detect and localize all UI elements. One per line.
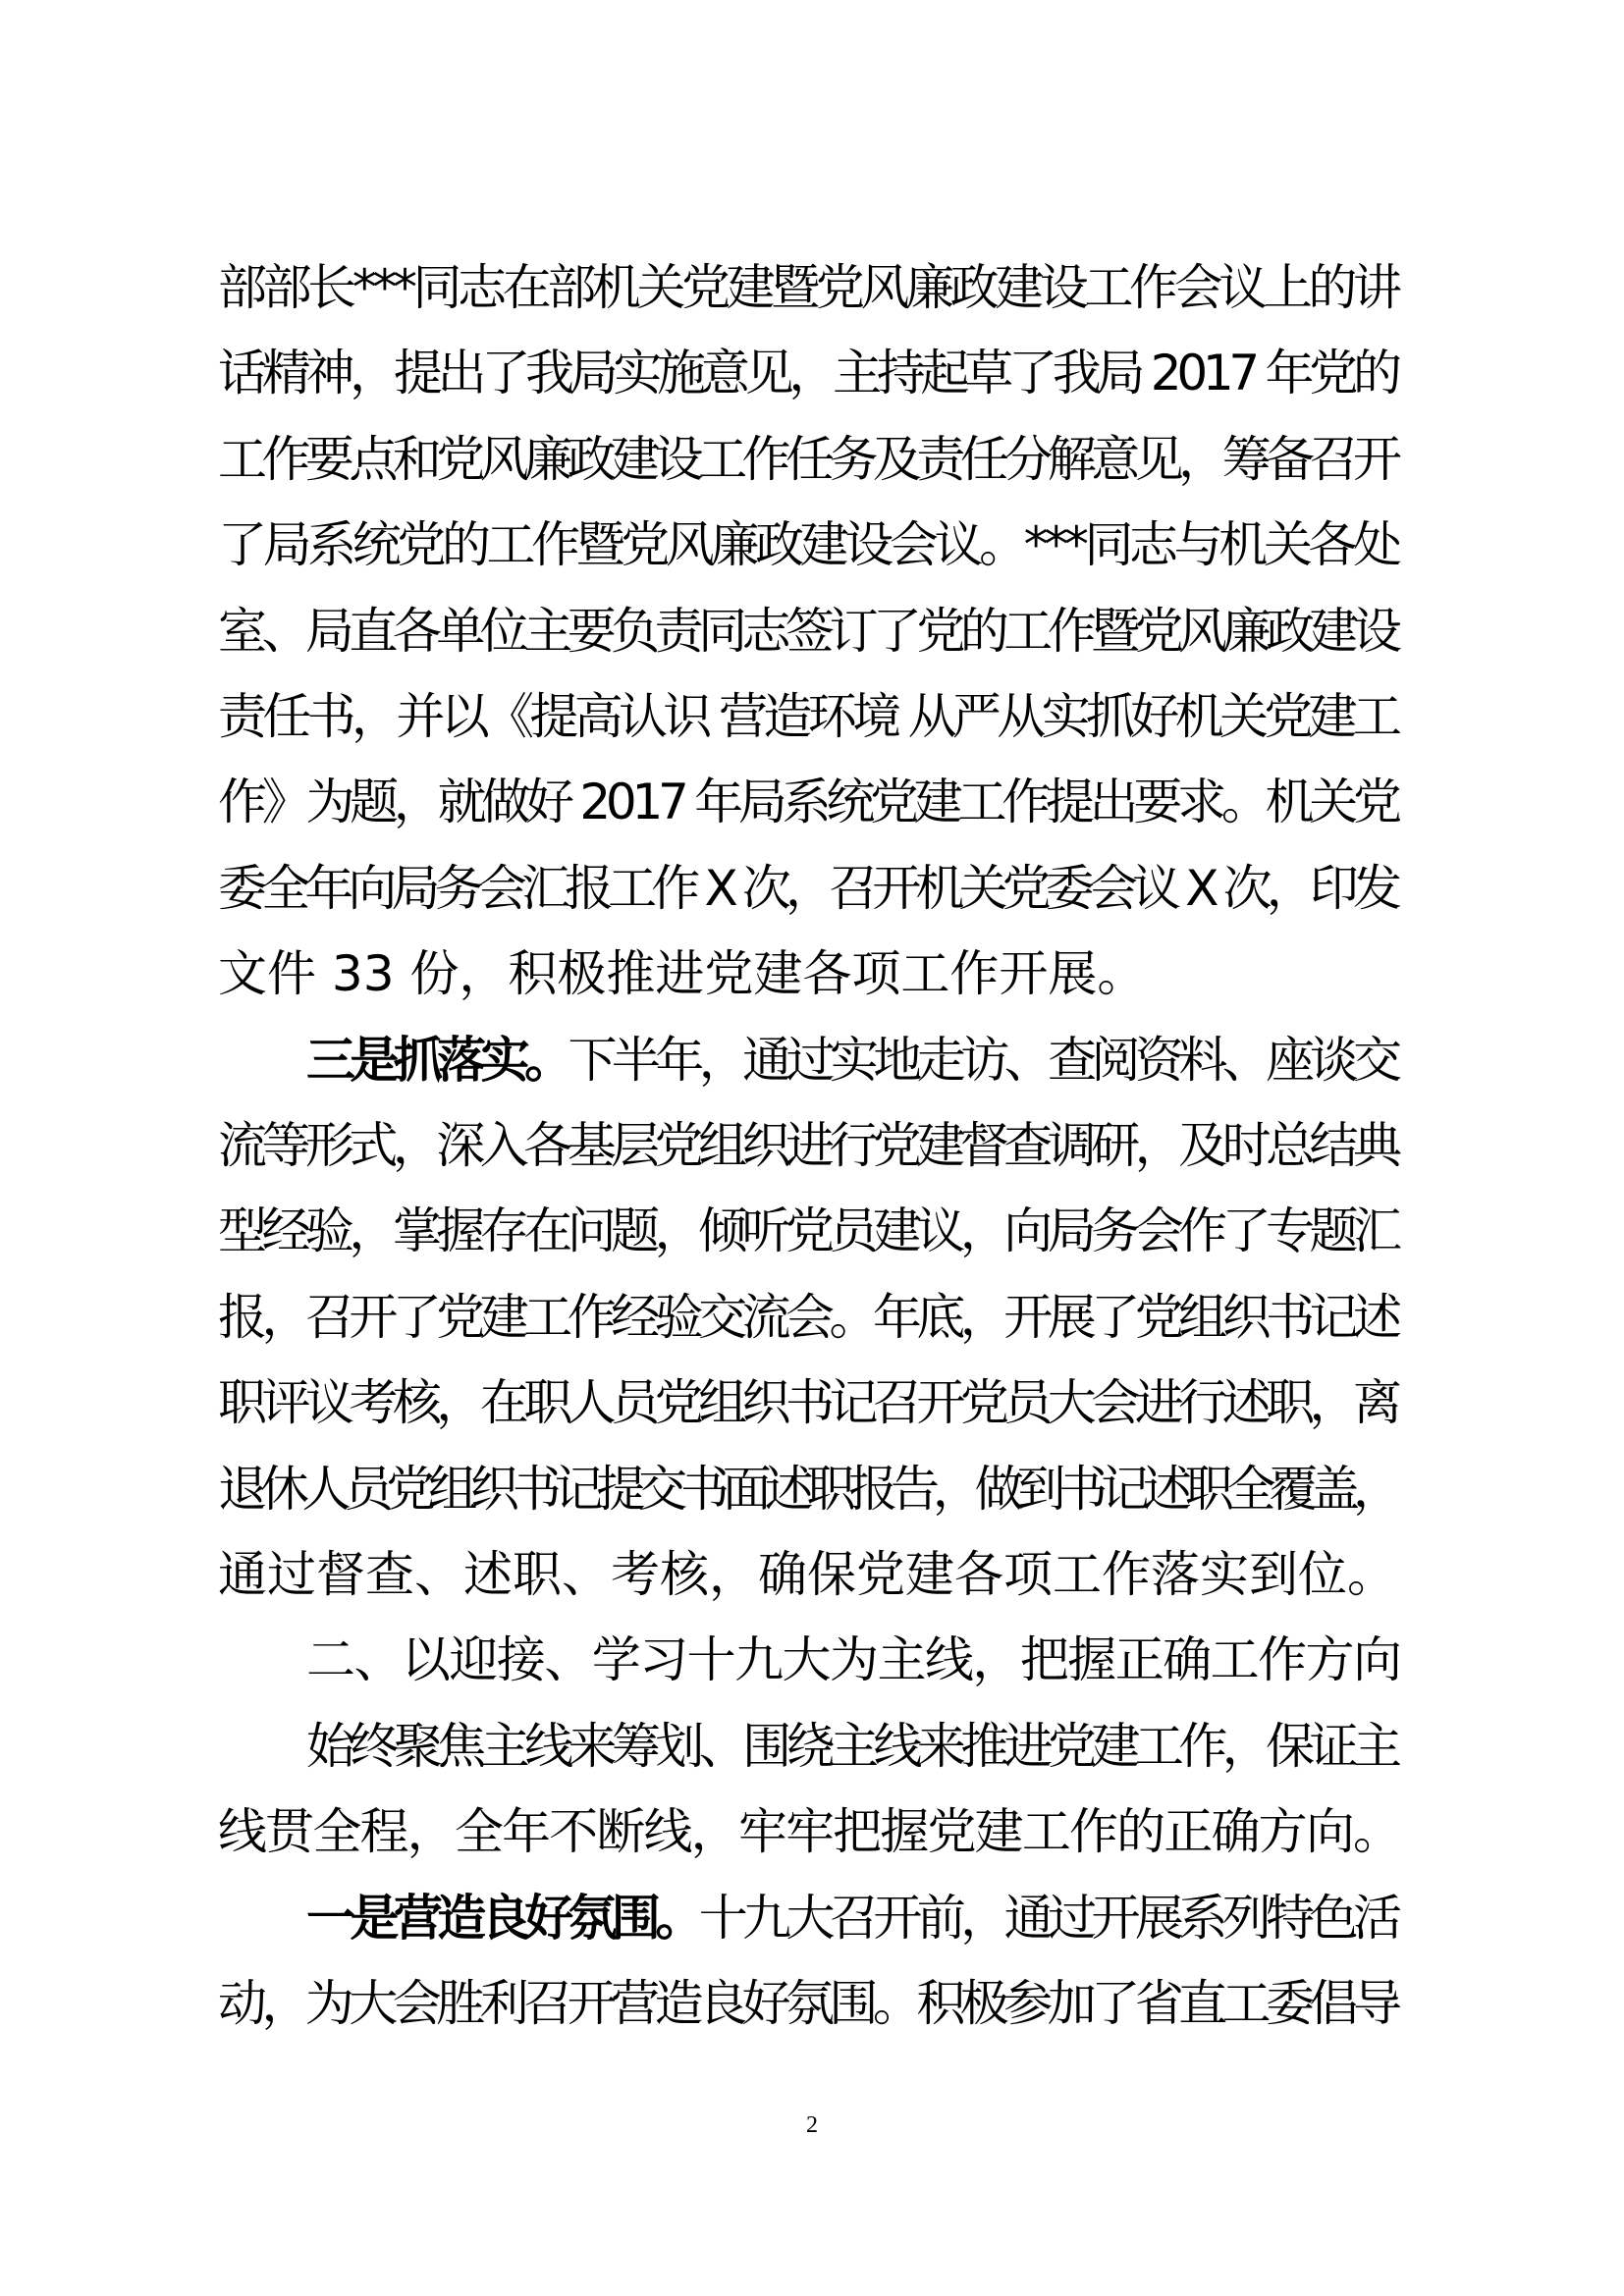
text-line (306, 1704, 1402, 1789)
line-content (218, 417, 1396, 503)
text-line (218, 1361, 1402, 1446)
line-text: 责任书，并以《提高认识 营造环境 从严从实抓好机关党建工 (218, 688, 1398, 745)
text-line (218, 1447, 1402, 1532)
text-line (218, 1789, 1402, 1875)
line-text: 二、以迎接、学习十九大为主线，把握正确工作方向 (306, 1631, 1401, 1689)
line-content (306, 1018, 1396, 1103)
line-text: 型经验，掌握存在问题，倾听党员建议，向局务会作了专题汇 (218, 1202, 1397, 1260)
line-text: 室、局直各单位主要负责同志签订了党的工作暨党风廉政建设 (218, 602, 1397, 660)
line-text: 文件 33 份，积极推进党建各项工作开展。 (218, 945, 1147, 1003)
line-text: 始终聚焦主线来筹划、围绕主线来推进党建工作，保证主 (306, 1717, 1397, 1775)
line-content (218, 1275, 1396, 1361)
line-content (218, 846, 1396, 932)
text-line (218, 331, 1402, 416)
text-line (218, 1961, 1402, 2047)
line-content (218, 1532, 1396, 1618)
bold-lead: 一是营造良好氛围。 (306, 1889, 699, 1947)
line-text: 工作要点和党风廉政建设工作任务及责任分解意见，筹备召开 (218, 430, 1397, 488)
line-content (218, 1961, 1396, 2047)
line-content (218, 331, 1397, 416)
line-text: 报，召开了党建工作经验交流会。年底，开展了党组织书记述 (218, 1288, 1397, 1346)
line-content (218, 760, 1397, 845)
section-heading (306, 1618, 1402, 1703)
line-content (306, 1704, 1396, 1789)
text-line (306, 1018, 1402, 1103)
bold-lead: 三是抓落实。 (306, 1031, 568, 1089)
line-text: 退休人员党组织书记提交书面述职报告，做到书记述职全覆盖， (218, 1460, 1395, 1518)
line-text: 话精神，提出了我局实施意见，主持起草了我局 2017 年党的 (218, 345, 1397, 402)
line-text: 动，为大会胜利召开营造良好氛围。积极参加了省直工委倡导 (218, 1975, 1397, 2032)
line-content (218, 1189, 1396, 1274)
line-content (218, 245, 1398, 331)
text-line (218, 245, 1402, 331)
line-text: 委全年向局务会汇报工作 X 次，召开机关党委会议 X 次，印发 (218, 859, 1397, 917)
line-text: 下半年，通过实地走访、查阅资料、座谈交 (568, 1031, 1397, 1089)
line-text: 通过督查、述职、考核，确保党建各项工作落实到位。 (218, 1546, 1396, 1603)
text-line (218, 1275, 1402, 1361)
text-line (218, 846, 1402, 932)
text-line (306, 1876, 1402, 1961)
line-content (218, 674, 1397, 760)
line-content (218, 503, 1398, 588)
line-text: 职评议考核，在职人员党组织书记召开党员大会进行述职，离 (218, 1374, 1397, 1432)
line-content (218, 589, 1396, 674)
line-text: 流等形式，深入各基层党组织进行党建督查调研，及时总结典 (218, 1117, 1397, 1174)
text-line (218, 674, 1402, 760)
text-line (218, 417, 1402, 503)
text-line (218, 932, 1402, 1017)
text-line (218, 589, 1402, 674)
text-line (218, 760, 1402, 845)
line-content (218, 932, 1146, 1017)
line-content (218, 1361, 1396, 1446)
text-line (218, 503, 1402, 588)
page-number: 2 (806, 2112, 818, 2138)
line-content (306, 1876, 1396, 1961)
line-content (218, 1789, 1400, 1875)
line-content (218, 1447, 1395, 1532)
line-text: 十九大召开前，通过开展系列特色活 (698, 1889, 1397, 1947)
text-line (218, 1532, 1402, 1618)
line-text: 线贯全程，全年不断线，牢牢把握党建工作的正确方向。 (218, 1803, 1401, 1861)
line-content (218, 1103, 1396, 1189)
text-line (218, 1189, 1402, 1274)
line-text: 了局系统党的工作暨党风廉政建设会议。***同志与机关各处 (218, 516, 1398, 574)
text-line (218, 1103, 1402, 1189)
line-content (306, 1618, 1400, 1703)
line-text: 作》为题，就做好 2017 年局系统党建工作提出要求。机关党 (218, 774, 1397, 831)
line-text: 部部长***同志在部机关党建暨党风廉政建设工作会议上的讲 (218, 259, 1398, 316)
